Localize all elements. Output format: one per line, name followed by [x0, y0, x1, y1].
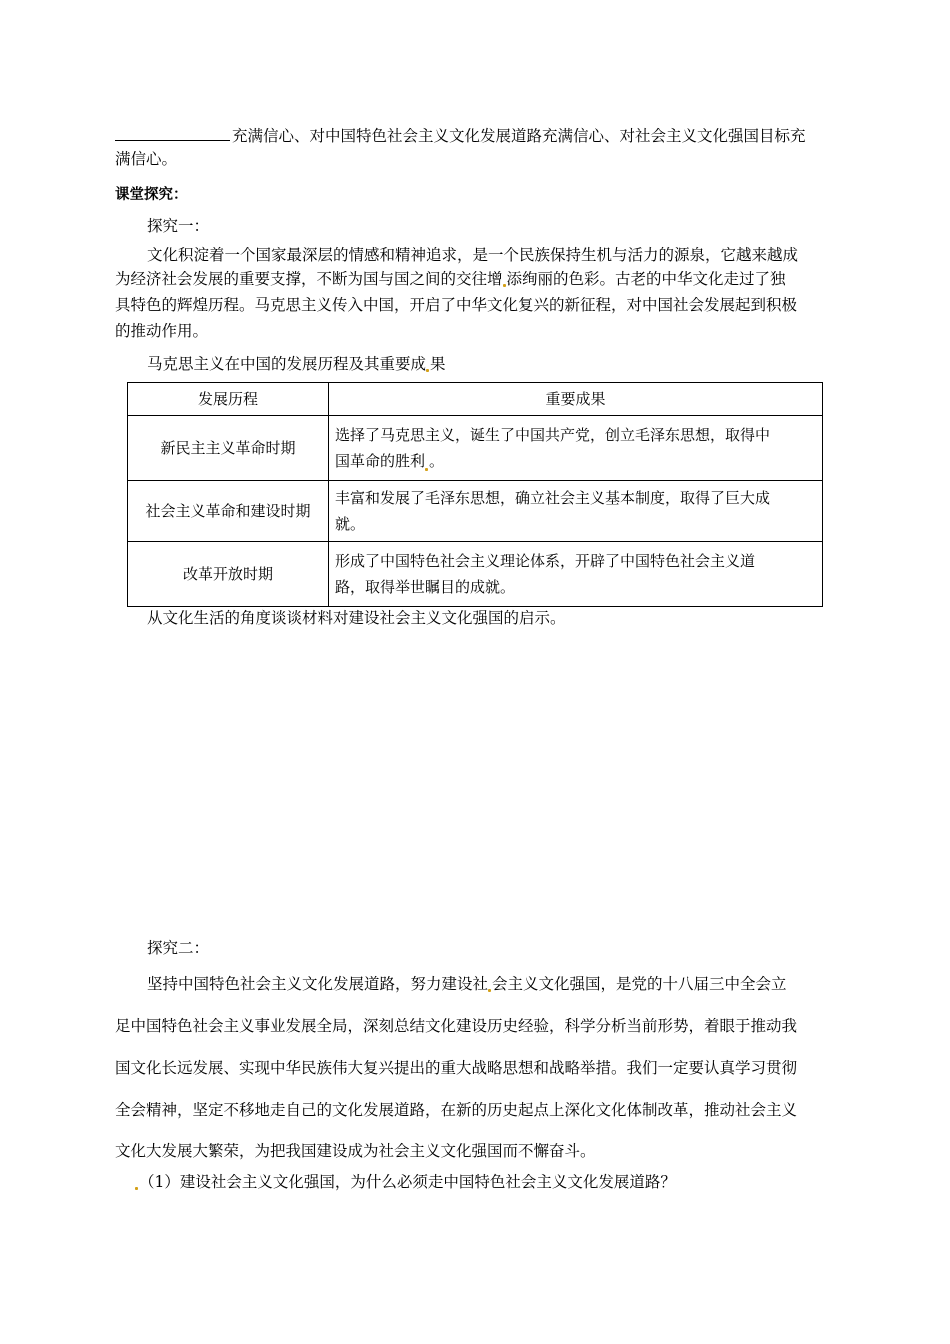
table-row — [128, 542, 823, 607]
result-text-a: 形成了中国特色社会主义理论体系，开辟了中国特色社会主义道 — [335, 552, 756, 570]
result-text-b: 路，取得举世瞩目的成就。 — [335, 578, 516, 596]
table-header-row — [128, 383, 823, 416]
result-cell — [329, 416, 823, 481]
highlight-mark — [488, 989, 491, 992]
inquiry2-para-line-5: 文化大发展大繁荣，为把我国建设成为社会主义文化强国而不懈奋斗。 — [115, 1142, 596, 1160]
document-page — [115, 0, 837, 1344]
intro-line-2 — [115, 148, 837, 170]
result-text-b: 国革命的胜利 — [335, 452, 426, 470]
inquiry1-para-line-1: 文化积淀着一个国家最深层的情感和精神追求，是一个民族保持生机与活力的源泉，它越来越成 — [147, 246, 799, 264]
inquiry1-para-line-2b: 添绚丽的色彩。古老的中华文化走过了独 — [506, 270, 786, 288]
table-title-a: 马克思主义在中国的发展历程及其重要成 — [147, 355, 427, 373]
inquiry1-para-line-4: 的推动作用。 — [115, 322, 209, 340]
highlight-mark — [425, 468, 428, 471]
result-text-a: 丰富和发展了毛泽东思想，确立社会主义基本制度，取得了巨大成 — [335, 489, 771, 507]
table-row — [128, 481, 823, 542]
inquiry1-para-line-2 — [115, 268, 837, 290]
fill-in-blank[interactable] — [115, 123, 230, 141]
header-stage: 发展历程 — [128, 383, 329, 416]
highlight-mark — [426, 369, 429, 372]
result-text-b: 就。 — [335, 515, 366, 533]
inquiry1-para-line-2a: 为经济社会发展的重要支撑，不断为国与国之间的交往增 — [115, 270, 503, 288]
highlight-mark — [503, 284, 506, 287]
stage-cell: 社会主义革命和建设时期 — [128, 481, 329, 542]
table-title-b: 果 — [430, 355, 446, 373]
inquiry2-para-line-3: 国文化长远发展、实现中华民族伟大复兴提出的重大战略思想和战略举措。我们一定要认真学习贯彻 — [115, 1059, 798, 1077]
stage-cell: 新民主主义革命时期 — [128, 416, 329, 481]
inquiry2-para-line-1a: 坚持中国特色社会主义文化发展道路，努力建设社 — [147, 975, 489, 993]
intro-line-1 — [115, 123, 837, 147]
table-row — [128, 416, 823, 481]
inquiry2-para-line-2: 足中国特色社会主义事业发展全局，深刻总结文化建设历史经验，科学分析当前形势，着眼于推动我 — [115, 1017, 798, 1035]
inquiry2-question-1 — [115, 1171, 837, 1193]
inquiry1-label: 探究一： — [147, 217, 210, 235]
header-result: 重要成果 — [329, 383, 823, 416]
inquiry1-question: 从文化生活的角度谈谈材料对建设社会主义文化强国的启示。 — [147, 609, 566, 627]
stage-cell: 改革开放时期 — [128, 542, 329, 607]
development-results-table — [127, 382, 823, 607]
intro-text-2: 满信心。 — [115, 150, 178, 168]
highlight-mark — [135, 1187, 138, 1190]
result-text-a: 选择了马克思主义，诞生了中国共产党，创立毛泽东思想，取得中 — [335, 426, 771, 444]
inquiry1-para-line-3: 具特色的辉煌历程。马克思主义传入中国，开启了中华文化复兴的新征程，对中国社会发展起到积极 — [115, 296, 798, 314]
inquiry2-para-line-4: 全会精神，坚定不移地走自己的文化发展道路，在新的历史起点上深化文化体制改革，推动社会主义 — [115, 1101, 798, 1119]
inquiry2-para-line-1b: 会主义文化强国，是党的十八届三中全会立 — [492, 975, 787, 993]
section-heading: 课堂探究： — [115, 187, 188, 203]
table-title — [115, 353, 837, 375]
result-cell — [329, 542, 823, 607]
inquiry2-para-line-1 — [115, 973, 837, 995]
inquiry2-question-1-text: （1）建设社会主义文化强国，为什么必须走中国特色社会主义文化发展道路？ — [139, 1173, 676, 1191]
result-text-c: 。 — [429, 452, 445, 470]
inquiry2-label: 探究二： — [147, 939, 210, 957]
result-cell — [329, 481, 823, 542]
intro-text-1: 充满信心、对中国特色社会主义文化发展道路充满信心、对社会主义文化强国目标充 — [232, 127, 806, 145]
